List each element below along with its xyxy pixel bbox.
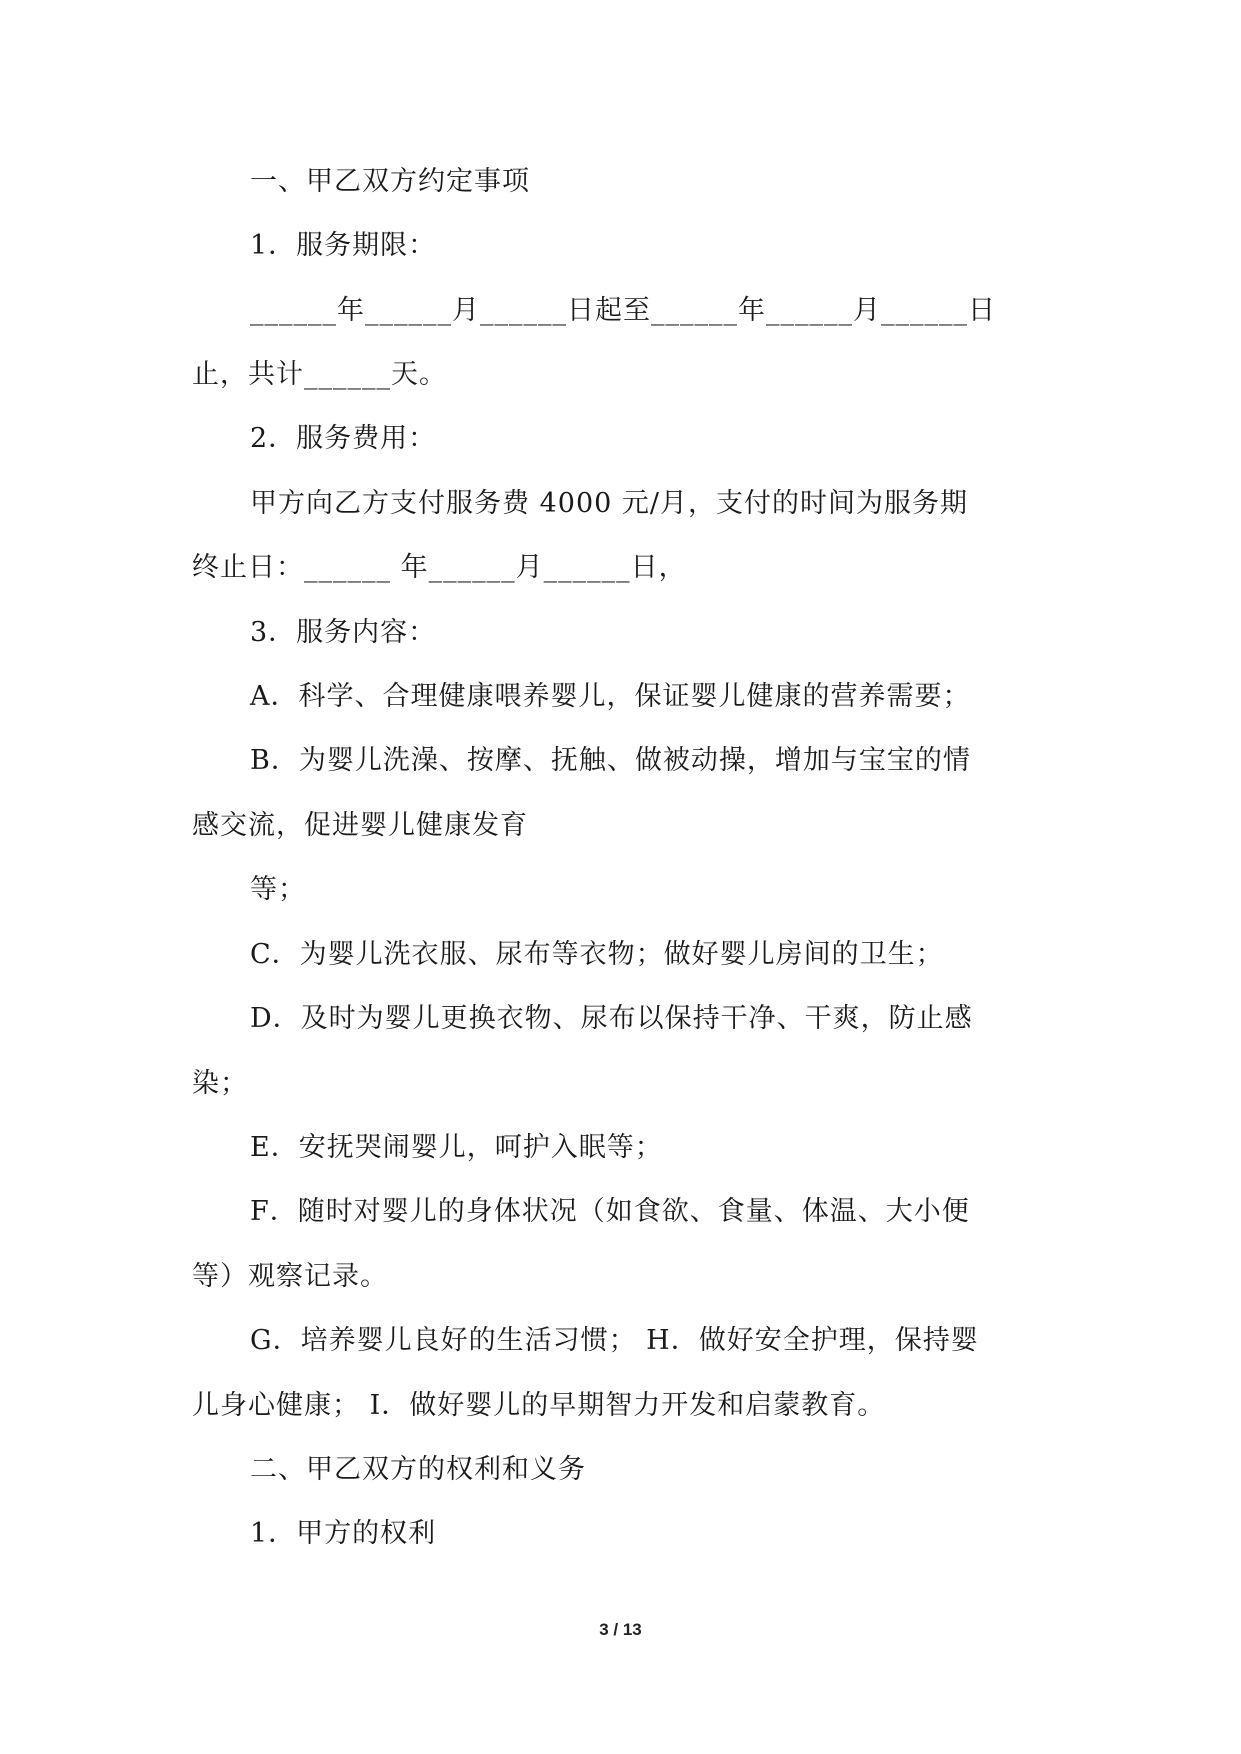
paragraph-line: ______年______月______日起至______年______月______日	[250, 295, 996, 326]
paragraph-line: 止，共计______天。	[192, 359, 447, 390]
list-item: A．科学、合理健康喂养婴儿，保证婴儿健康的营养需要；	[250, 681, 971, 712]
clause-heading: 3．服务内容：	[250, 617, 437, 648]
clause-heading: 1．甲方的权利	[250, 1518, 437, 1549]
list-item: G．培养婴儿良好的生活习惯； H．做好安全护理，保持婴	[250, 1325, 979, 1356]
list-item: F．随时对婴儿的身体状况（如食欲、食量、体温、大小便	[250, 1196, 970, 1227]
paragraph-line: 等）观察记录。	[192, 1261, 388, 1292]
list-item: C．为婴儿洗衣服、尿布等衣物；做好婴儿房间的卫生；	[250, 939, 944, 970]
paragraph-line: 感交流，促进婴儿健康发育	[192, 810, 528, 841]
paragraph-line: 终止日：______ 年______月______日，	[192, 552, 687, 583]
page-number: 3 / 13	[599, 1620, 642, 1639]
clause-heading: 1．服务期限：	[250, 230, 437, 261]
section-heading: 一、甲乙双方约定事项	[250, 166, 530, 197]
paragraph-line: 等；	[250, 874, 306, 905]
clause-heading: 2．服务费用：	[250, 423, 437, 454]
list-item: D．及时为婴儿更换衣物、尿布以保持干净、干爽，防止感	[250, 1003, 973, 1034]
paragraph-line: 染；	[192, 1068, 248, 1099]
list-item: E．安抚哭闹婴儿，呵护入眠等；	[250, 1132, 663, 1163]
paragraph-line: 儿身心健康； I．做好婴儿的早期智力开发和启蒙教育。	[192, 1390, 886, 1421]
paragraph-line: 甲方向乙方支付服务费 4000 元/月，支付的时间为服务期	[250, 488, 968, 519]
section-heading: 二、甲乙双方的权利和义务	[250, 1454, 586, 1485]
list-item: B．为婴儿洗澡、按摩、抚触、做被动操，增加与宝宝的情	[250, 745, 971, 776]
